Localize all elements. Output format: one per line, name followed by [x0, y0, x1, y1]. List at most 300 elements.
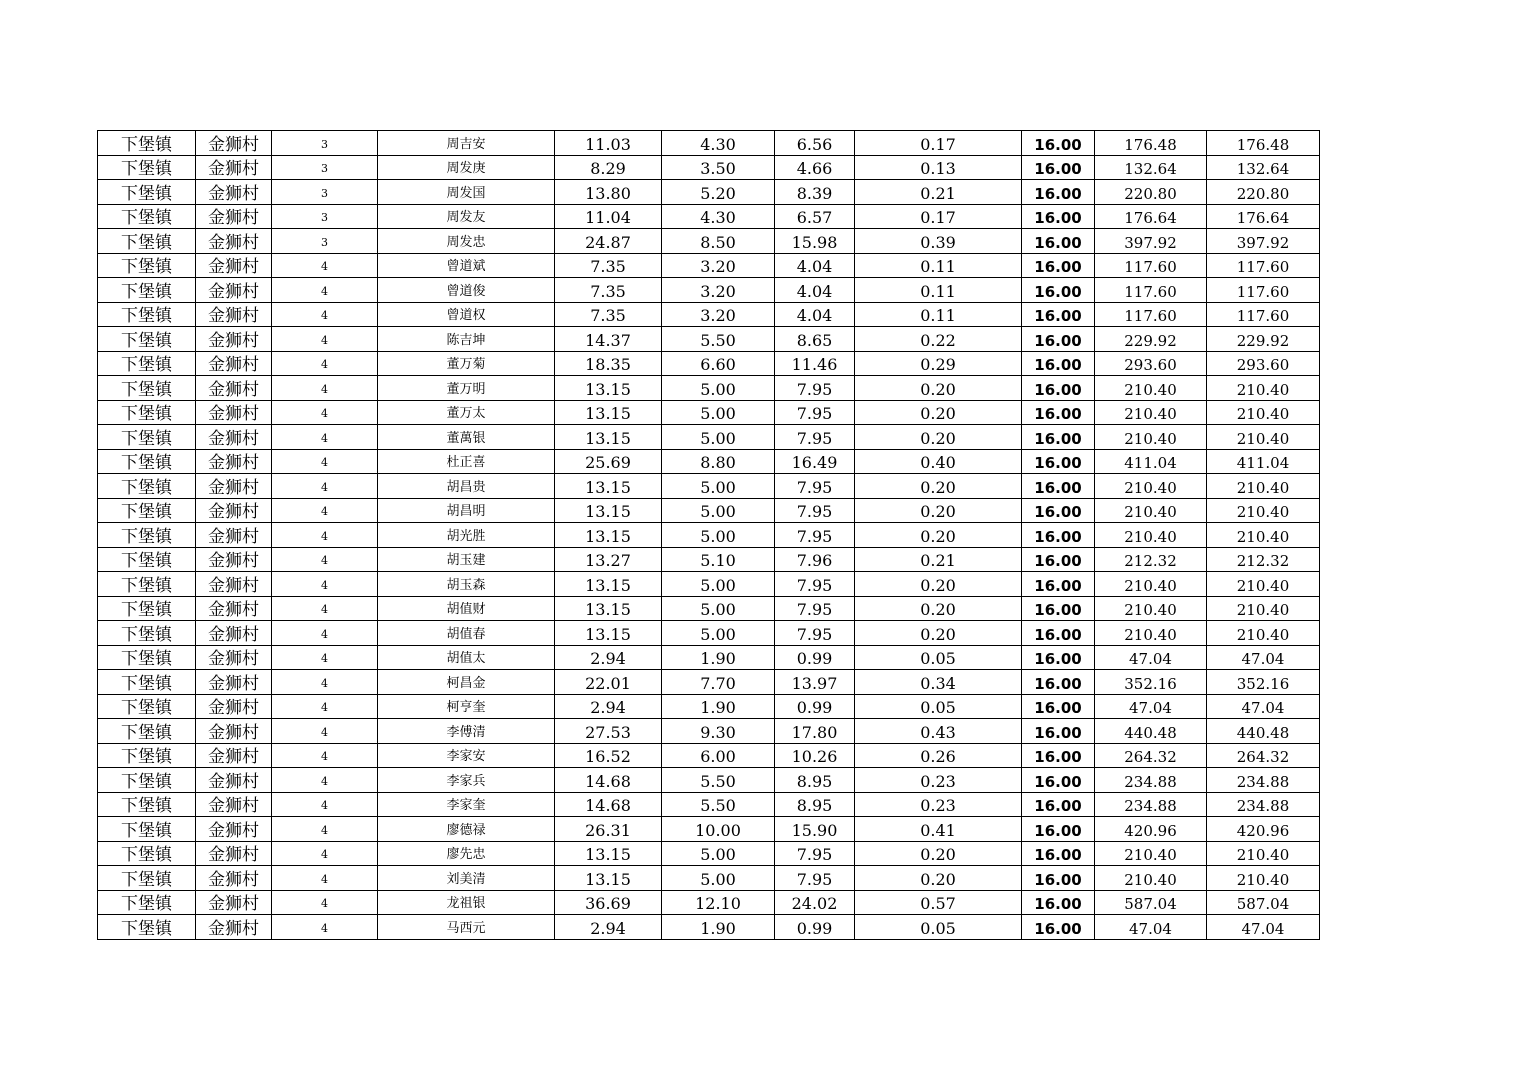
town-cell: 下堡镇 — [98, 547, 196, 572]
town-cell: 下堡镇 — [98, 719, 196, 744]
value-cell: 4.04 — [775, 253, 855, 278]
rate-cell: 16.00 — [1022, 547, 1095, 572]
value-cell: 11.04 — [555, 204, 662, 229]
name-cell: 廖德禄 — [378, 817, 555, 842]
amount-cell: 117.60 — [1095, 302, 1207, 327]
value-cell: 7.70 — [662, 670, 775, 695]
table-row — [98, 229, 1320, 254]
value-cell: 4.66 — [775, 155, 855, 180]
table-body — [98, 131, 1320, 940]
rate-cell: 16.00 — [1022, 278, 1095, 303]
village-cell: 金狮村 — [196, 278, 272, 303]
group-cell: 3 — [272, 229, 378, 254]
town-cell: 下堡镇 — [98, 596, 196, 621]
name-cell: 李傅清 — [378, 719, 555, 744]
village-cell: 金狮村 — [196, 155, 272, 180]
name-cell: 曾道斌 — [378, 253, 555, 278]
value-cell: 7.95 — [775, 523, 855, 548]
town-cell: 下堡镇 — [98, 645, 196, 670]
table-row — [98, 768, 1320, 793]
value-cell: 5.00 — [662, 841, 775, 866]
amount-cell: 264.32 — [1207, 743, 1320, 768]
village-cell: 金狮村 — [196, 670, 272, 695]
group-cell: 4 — [272, 302, 378, 327]
value-cell: 0.20 — [855, 621, 1022, 646]
table-row — [98, 817, 1320, 842]
name-cell: 胡昌贵 — [378, 474, 555, 499]
name-cell: 胡值财 — [378, 596, 555, 621]
rate-cell: 16.00 — [1022, 400, 1095, 425]
value-cell: 8.50 — [662, 229, 775, 254]
value-cell: 16.52 — [555, 743, 662, 768]
amount-cell: 210.40 — [1095, 596, 1207, 621]
town-cell: 下堡镇 — [98, 841, 196, 866]
table-row — [98, 327, 1320, 352]
name-cell: 刘美清 — [378, 866, 555, 891]
rate-cell: 16.00 — [1022, 498, 1095, 523]
value-cell: 3.20 — [662, 278, 775, 303]
group-cell: 4 — [272, 768, 378, 793]
name-cell: 董万太 — [378, 400, 555, 425]
group-cell: 4 — [272, 400, 378, 425]
rate-cell: 16.00 — [1022, 302, 1095, 327]
village-cell: 金狮村 — [196, 547, 272, 572]
amount-cell: 234.88 — [1095, 768, 1207, 793]
group-cell: 4 — [272, 498, 378, 523]
table-row — [98, 645, 1320, 670]
value-cell: 13.15 — [555, 621, 662, 646]
village-cell: 金狮村 — [196, 743, 272, 768]
value-cell: 6.57 — [775, 204, 855, 229]
amount-cell: 420.96 — [1207, 817, 1320, 842]
town-cell: 下堡镇 — [98, 915, 196, 940]
amount-cell: 117.60 — [1207, 253, 1320, 278]
amount-cell: 117.60 — [1207, 302, 1320, 327]
amount-cell: 210.40 — [1095, 523, 1207, 548]
value-cell: 16.49 — [775, 449, 855, 474]
value-cell: 5.10 — [662, 547, 775, 572]
group-cell: 4 — [272, 327, 378, 352]
value-cell: 4.04 — [775, 278, 855, 303]
amount-cell: 47.04 — [1095, 915, 1207, 940]
rate-cell: 16.00 — [1022, 596, 1095, 621]
group-cell: 4 — [272, 572, 378, 597]
value-cell: 0.20 — [855, 523, 1022, 548]
group-cell: 4 — [272, 523, 378, 548]
value-cell: 7.35 — [555, 253, 662, 278]
town-cell: 下堡镇 — [98, 523, 196, 548]
amount-cell: 229.92 — [1095, 327, 1207, 352]
town-cell: 下堡镇 — [98, 351, 196, 376]
amount-cell: 210.40 — [1207, 498, 1320, 523]
amount-cell: 176.64 — [1095, 204, 1207, 229]
value-cell: 11.46 — [775, 351, 855, 376]
value-cell: 0.20 — [855, 866, 1022, 891]
value-cell: 5.00 — [662, 376, 775, 401]
value-cell: 0.23 — [855, 792, 1022, 817]
value-cell: 7.35 — [555, 302, 662, 327]
name-cell: 董万明 — [378, 376, 555, 401]
name-cell: 杜正喜 — [378, 449, 555, 474]
village-cell: 金狮村 — [196, 204, 272, 229]
value-cell: 14.37 — [555, 327, 662, 352]
value-cell: 15.98 — [775, 229, 855, 254]
value-cell: 0.20 — [855, 841, 1022, 866]
value-cell: 7.35 — [555, 278, 662, 303]
table-row — [98, 302, 1320, 327]
rate-cell: 16.00 — [1022, 327, 1095, 352]
village-cell: 金狮村 — [196, 180, 272, 205]
amount-cell: 117.60 — [1095, 253, 1207, 278]
value-cell: 5.50 — [662, 327, 775, 352]
value-cell: 2.94 — [555, 694, 662, 719]
group-cell: 4 — [272, 253, 378, 278]
value-cell: 25.69 — [555, 449, 662, 474]
table-row — [98, 621, 1320, 646]
town-cell: 下堡镇 — [98, 425, 196, 450]
table-row — [98, 523, 1320, 548]
town-cell: 下堡镇 — [98, 474, 196, 499]
amount-cell: 210.40 — [1095, 866, 1207, 891]
table-row — [98, 694, 1320, 719]
amount-cell: 293.60 — [1095, 351, 1207, 376]
value-cell: 0.11 — [855, 253, 1022, 278]
value-cell: 0.05 — [855, 645, 1022, 670]
value-cell: 7.95 — [775, 866, 855, 891]
group-cell: 4 — [272, 376, 378, 401]
village-cell: 金狮村 — [196, 866, 272, 891]
value-cell: 8.95 — [775, 768, 855, 793]
amount-cell: 210.40 — [1207, 425, 1320, 450]
amount-cell: 210.40 — [1095, 376, 1207, 401]
town-cell: 下堡镇 — [98, 131, 196, 156]
name-cell: 胡昌明 — [378, 498, 555, 523]
rate-cell: 16.00 — [1022, 229, 1095, 254]
value-cell: 0.40 — [855, 449, 1022, 474]
value-cell: 0.41 — [855, 817, 1022, 842]
value-cell: 0.05 — [855, 915, 1022, 940]
village-cell: 金狮村 — [196, 474, 272, 499]
value-cell: 6.60 — [662, 351, 775, 376]
amount-cell: 440.48 — [1095, 719, 1207, 744]
value-cell: 5.00 — [662, 523, 775, 548]
value-cell: 24.87 — [555, 229, 662, 254]
value-cell: 24.02 — [775, 890, 855, 915]
amount-cell: 587.04 — [1095, 890, 1207, 915]
amount-cell: 176.48 — [1095, 131, 1207, 156]
name-cell: 胡光胜 — [378, 523, 555, 548]
value-cell: 36.69 — [555, 890, 662, 915]
table-row — [98, 498, 1320, 523]
amount-cell: 132.64 — [1095, 155, 1207, 180]
name-cell: 周吉安 — [378, 131, 555, 156]
value-cell: 0.21 — [855, 180, 1022, 205]
group-cell: 4 — [272, 596, 378, 621]
rate-cell: 16.00 — [1022, 866, 1095, 891]
value-cell: 1.90 — [662, 645, 775, 670]
value-cell: 14.68 — [555, 768, 662, 793]
amount-cell: 47.04 — [1207, 645, 1320, 670]
name-cell: 曾道权 — [378, 302, 555, 327]
amount-cell: 220.80 — [1095, 180, 1207, 205]
village-cell: 金狮村 — [196, 351, 272, 376]
table-row — [98, 425, 1320, 450]
amount-cell: 352.16 — [1207, 670, 1320, 695]
town-cell: 下堡镇 — [98, 253, 196, 278]
town-cell: 下堡镇 — [98, 327, 196, 352]
amount-cell: 229.92 — [1207, 327, 1320, 352]
town-cell: 下堡镇 — [98, 400, 196, 425]
value-cell: 5.00 — [662, 425, 775, 450]
amount-cell: 47.04 — [1095, 694, 1207, 719]
amount-cell: 397.92 — [1207, 229, 1320, 254]
group-cell: 3 — [272, 155, 378, 180]
rate-cell: 16.00 — [1022, 694, 1095, 719]
value-cell: 18.35 — [555, 351, 662, 376]
value-cell: 0.11 — [855, 302, 1022, 327]
name-cell: 胡值太 — [378, 645, 555, 670]
amount-cell: 210.40 — [1207, 866, 1320, 891]
group-cell: 4 — [272, 719, 378, 744]
village-cell: 金狮村 — [196, 572, 272, 597]
value-cell: 13.27 — [555, 547, 662, 572]
value-cell: 8.39 — [775, 180, 855, 205]
value-cell: 14.68 — [555, 792, 662, 817]
value-cell: 26.31 — [555, 817, 662, 842]
group-cell: 4 — [272, 621, 378, 646]
name-cell: 周发友 — [378, 204, 555, 229]
value-cell: 6.00 — [662, 743, 775, 768]
town-cell: 下堡镇 — [98, 155, 196, 180]
value-cell: 17.80 — [775, 719, 855, 744]
table-row — [98, 792, 1320, 817]
value-cell: 4.30 — [662, 204, 775, 229]
rate-cell: 16.00 — [1022, 180, 1095, 205]
town-cell: 下堡镇 — [98, 449, 196, 474]
name-cell: 胡值春 — [378, 621, 555, 646]
value-cell: 3.20 — [662, 302, 775, 327]
group-cell: 4 — [272, 351, 378, 376]
town-cell: 下堡镇 — [98, 229, 196, 254]
amount-cell: 210.40 — [1207, 474, 1320, 499]
rate-cell: 16.00 — [1022, 792, 1095, 817]
town-cell: 下堡镇 — [98, 890, 196, 915]
table-row — [98, 572, 1320, 597]
value-cell: 8.80 — [662, 449, 775, 474]
town-cell: 下堡镇 — [98, 621, 196, 646]
value-cell: 3.50 — [662, 155, 775, 180]
value-cell: 0.21 — [855, 547, 1022, 572]
table-row — [98, 547, 1320, 572]
amount-cell: 212.32 — [1095, 547, 1207, 572]
value-cell: 0.20 — [855, 474, 1022, 499]
group-cell: 4 — [272, 670, 378, 695]
value-cell: 5.00 — [662, 621, 775, 646]
rate-cell: 16.00 — [1022, 253, 1095, 278]
value-cell: 5.00 — [662, 596, 775, 621]
village-cell: 金狮村 — [196, 327, 272, 352]
value-cell: 22.01 — [555, 670, 662, 695]
value-cell: 0.20 — [855, 376, 1022, 401]
name-cell: 胡玉森 — [378, 572, 555, 597]
amount-cell: 210.40 — [1207, 621, 1320, 646]
group-cell: 3 — [272, 204, 378, 229]
group-cell: 4 — [272, 694, 378, 719]
rate-cell: 16.00 — [1022, 425, 1095, 450]
value-cell: 4.04 — [775, 302, 855, 327]
rate-cell: 16.00 — [1022, 817, 1095, 842]
town-cell: 下堡镇 — [98, 204, 196, 229]
value-cell: 13.15 — [555, 400, 662, 425]
value-cell: 0.17 — [855, 204, 1022, 229]
amount-cell: 47.04 — [1095, 645, 1207, 670]
town-cell: 下堡镇 — [98, 817, 196, 842]
value-cell: 5.00 — [662, 400, 775, 425]
table-row — [98, 180, 1320, 205]
amount-cell: 117.60 — [1207, 278, 1320, 303]
table-row — [98, 670, 1320, 695]
amount-cell: 210.40 — [1207, 523, 1320, 548]
rate-cell: 16.00 — [1022, 768, 1095, 793]
name-cell: 董万菊 — [378, 351, 555, 376]
village-cell: 金狮村 — [196, 596, 272, 621]
village-cell: 金狮村 — [196, 694, 272, 719]
table-row — [98, 253, 1320, 278]
village-cell: 金狮村 — [196, 229, 272, 254]
value-cell: 0.17 — [855, 131, 1022, 156]
group-cell: 4 — [272, 474, 378, 499]
name-cell: 廖先忠 — [378, 841, 555, 866]
amount-cell: 234.88 — [1095, 792, 1207, 817]
value-cell: 11.03 — [555, 131, 662, 156]
table-row — [98, 719, 1320, 744]
data-table — [97, 130, 1320, 940]
value-cell: 0.99 — [775, 915, 855, 940]
value-cell: 7.95 — [775, 376, 855, 401]
value-cell: 13.15 — [555, 596, 662, 621]
group-cell: 4 — [272, 817, 378, 842]
value-cell: 1.90 — [662, 694, 775, 719]
value-cell: 13.15 — [555, 841, 662, 866]
table-row — [98, 278, 1320, 303]
rate-cell: 16.00 — [1022, 572, 1095, 597]
amount-cell: 411.04 — [1095, 449, 1207, 474]
name-cell: 柯亨奎 — [378, 694, 555, 719]
value-cell: 13.15 — [555, 376, 662, 401]
value-cell: 7.95 — [775, 596, 855, 621]
amount-cell: 210.40 — [1207, 596, 1320, 621]
amount-cell: 264.32 — [1095, 743, 1207, 768]
name-cell: 胡玉建 — [378, 547, 555, 572]
name-cell: 龙祖银 — [378, 890, 555, 915]
value-cell: 0.20 — [855, 498, 1022, 523]
value-cell: 13.15 — [555, 474, 662, 499]
rate-cell: 16.00 — [1022, 719, 1095, 744]
table-row — [98, 204, 1320, 229]
amount-cell: 210.40 — [1095, 474, 1207, 499]
value-cell: 13.15 — [555, 425, 662, 450]
amount-cell: 420.96 — [1095, 817, 1207, 842]
value-cell: 13.15 — [555, 498, 662, 523]
value-cell: 5.00 — [662, 498, 775, 523]
group-cell: 4 — [272, 792, 378, 817]
value-cell: 0.22 — [855, 327, 1022, 352]
town-cell: 下堡镇 — [98, 743, 196, 768]
rate-cell: 16.00 — [1022, 474, 1095, 499]
table-row — [98, 449, 1320, 474]
value-cell: 5.00 — [662, 866, 775, 891]
value-cell: 0.99 — [775, 694, 855, 719]
value-cell: 7.95 — [775, 400, 855, 425]
amount-cell: 210.40 — [1207, 400, 1320, 425]
value-cell: 4.30 — [662, 131, 775, 156]
amount-cell: 117.60 — [1095, 278, 1207, 303]
amount-cell: 132.64 — [1207, 155, 1320, 180]
group-cell: 4 — [272, 449, 378, 474]
value-cell: 7.95 — [775, 841, 855, 866]
value-cell: 0.23 — [855, 768, 1022, 793]
value-cell: 15.90 — [775, 817, 855, 842]
value-cell: 10.00 — [662, 817, 775, 842]
amount-cell: 176.64 — [1207, 204, 1320, 229]
value-cell: 5.20 — [662, 180, 775, 205]
town-cell: 下堡镇 — [98, 792, 196, 817]
town-cell: 下堡镇 — [98, 180, 196, 205]
value-cell: 5.00 — [662, 572, 775, 597]
amount-cell: 210.40 — [1095, 425, 1207, 450]
amount-cell: 352.16 — [1095, 670, 1207, 695]
name-cell: 董萬银 — [378, 425, 555, 450]
village-cell: 金狮村 — [196, 253, 272, 278]
table-row — [98, 131, 1320, 156]
value-cell: 13.15 — [555, 866, 662, 891]
value-cell: 12.10 — [662, 890, 775, 915]
value-cell: 7.95 — [775, 621, 855, 646]
table-row — [98, 351, 1320, 376]
rate-cell: 16.00 — [1022, 645, 1095, 670]
group-cell: 3 — [272, 180, 378, 205]
town-cell: 下堡镇 — [98, 498, 196, 523]
group-cell: 4 — [272, 866, 378, 891]
village-cell: 金狮村 — [196, 498, 272, 523]
value-cell: 0.39 — [855, 229, 1022, 254]
rate-cell: 16.00 — [1022, 131, 1095, 156]
name-cell: 马西元 — [378, 915, 555, 940]
value-cell: 13.80 — [555, 180, 662, 205]
rate-cell: 16.00 — [1022, 743, 1095, 768]
amount-cell: 210.40 — [1207, 841, 1320, 866]
table-row — [98, 743, 1320, 768]
amount-cell: 210.40 — [1207, 572, 1320, 597]
village-cell: 金狮村 — [196, 915, 272, 940]
value-cell: 9.30 — [662, 719, 775, 744]
value-cell: 7.95 — [775, 425, 855, 450]
value-cell: 2.94 — [555, 915, 662, 940]
value-cell: 0.13 — [855, 155, 1022, 180]
village-cell: 金狮村 — [196, 523, 272, 548]
name-cell: 周发庚 — [378, 155, 555, 180]
value-cell: 0.29 — [855, 351, 1022, 376]
amount-cell: 293.60 — [1207, 351, 1320, 376]
village-cell: 金狮村 — [196, 817, 272, 842]
table-row — [98, 596, 1320, 621]
table-row — [98, 376, 1320, 401]
town-cell: 下堡镇 — [98, 768, 196, 793]
value-cell: 5.50 — [662, 768, 775, 793]
village-cell: 金狮村 — [196, 376, 272, 401]
group-cell: 4 — [272, 278, 378, 303]
value-cell: 3.20 — [662, 253, 775, 278]
